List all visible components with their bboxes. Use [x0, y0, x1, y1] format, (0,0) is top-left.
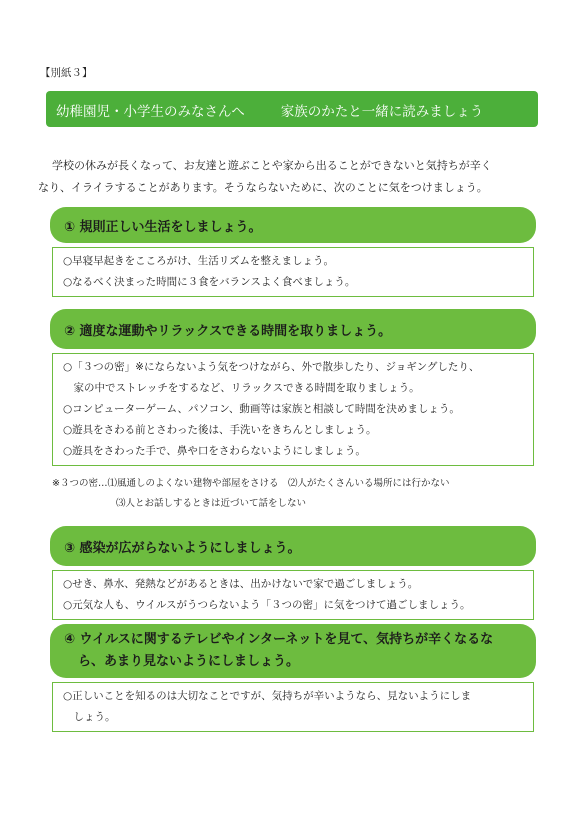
section-3-item: ○元気な人も、ウイルスがうつらないよう「３つの密」に気をつけて過ごしましょう。 — [63, 599, 471, 611]
section-1-item: ○早寝早起きをこころがけ、生活リズムを整えましょう。 — [63, 255, 335, 267]
section-2-item: ○遊具をさわる前とさわった後は、手洗いをきちんとしましょう。 — [63, 424, 377, 436]
section-2-item: ○「３つの密」※にならないよう気をつけながら、外で散歩したり、ジョギングしたり、 — [63, 361, 480, 373]
section-2 — [50, 309, 536, 466]
section-1-body — [52, 247, 534, 297]
intro-line: なり、イライラすることがあります。そうならないために、次のことに気をつけましょう。 — [38, 181, 488, 194]
section-1-heading: ① 規則正しい生活をしましょう。 — [50, 207, 536, 243]
banner-instruction-text: 家族のかたと一緒に読みましょう — [280, 104, 484, 120]
document-label: 【別紙３】 — [40, 67, 93, 79]
section-4-item: ○正しいことを知るのは大切なことですが、気持ちが辛いようなら、見ないようにしま — [63, 690, 472, 702]
intro-paragraph — [38, 155, 538, 199]
banner-audience-text: 幼稚園児・小学生のみなさんへ — [56, 104, 245, 120]
section-3 — [50, 526, 536, 620]
section-3-item: ○せき、鼻水、発熱などがあるときは、出かけないで家で過ごしましょう。 — [63, 578, 419, 590]
section-1-item: ○なるべく決まった時間に３食をバランスよく食べましょう。 — [63, 276, 356, 288]
section-2-item: ○遊具をさわった手で、鼻や口をさわらないようにしましょう。 — [63, 445, 366, 457]
section-4-heading-line: ④ ウイルスに関するテレビやインターネットを見て、気持ちが辛くなるな — [64, 632, 494, 647]
section-4-body — [52, 682, 534, 732]
intro-line: 学校の休みが長くなって、お友達と遊ぶことや家から出ることができないと気持ちが辛く — [52, 159, 492, 172]
note-line: ※３つの密…⑴風通しのよくない建物や部屋をさける ⑵人がたくさんいる場所には行かない — [52, 478, 450, 489]
section-2-item: 家の中でストレッチをするなど、リラックスできる時間を取りましょう。 — [63, 382, 420, 394]
section-2-body — [52, 353, 534, 466]
three-cs-note — [52, 474, 532, 514]
section-3-body — [52, 570, 534, 620]
section-4-heading — [50, 624, 536, 678]
section-2-item: ○コンピューターゲーム、パソコン、動画等は家族と相談して時間を決めましょう。 — [63, 403, 460, 415]
note-line: ⑶人とお話しするときは近づいて話をしない — [116, 498, 307, 509]
section-3-heading: ③ 感染が広がらないようにしましょう。 — [50, 526, 536, 566]
section-4-heading-line: ら、あまり見ないようにしましょう。 — [78, 654, 300, 669]
section-1 — [50, 207, 536, 297]
audience-banner — [46, 91, 538, 127]
section-2-heading: ② 適度な運動やリラックスできる時間を取りましょう。 — [50, 309, 536, 349]
section-4 — [50, 624, 536, 732]
section-4-item: しょう。 — [63, 711, 116, 723]
